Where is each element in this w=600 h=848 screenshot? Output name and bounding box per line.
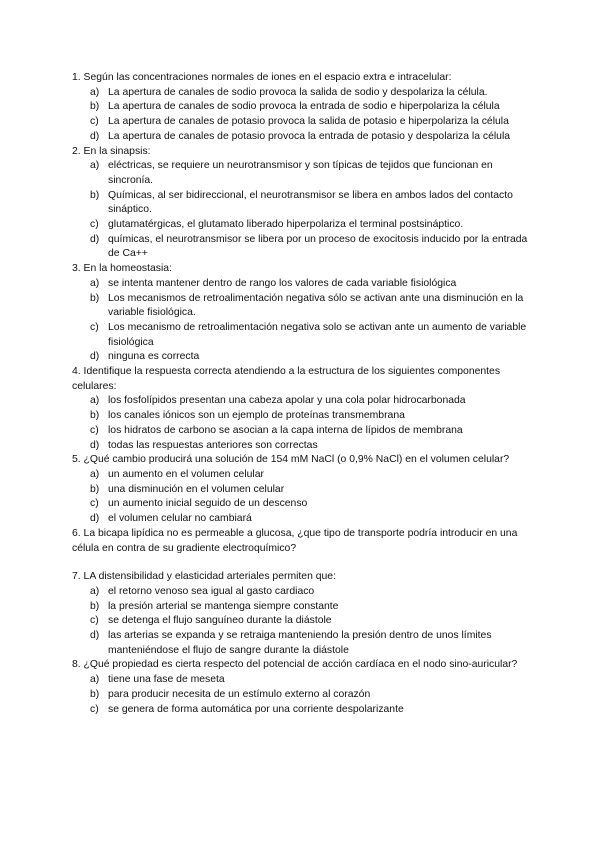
question-text: 2. En la sinapsis: xyxy=(72,145,151,157)
option-item xyxy=(72,394,532,409)
answer-space xyxy=(72,556,532,570)
option-item xyxy=(72,497,532,512)
option-text: los canales iónicos son un ejemplo de proteínas transmembrana xyxy=(108,410,405,422)
option-text: Los mecanismos de retroalimentación negativa sólo se activan ante una disminución en la variable fisiológica. xyxy=(108,292,524,319)
option-label: c) xyxy=(90,424,99,436)
option-text: La apertura de canales de potasio provoca la entrada de potasio y despolariza la célula xyxy=(108,130,511,142)
option-text: una disminución en el volumen celular xyxy=(108,483,285,495)
option-label: d) xyxy=(90,630,100,642)
option-item xyxy=(72,130,532,145)
question-5 xyxy=(72,453,532,527)
question-4 xyxy=(72,365,532,453)
question-text: 6. La bicapa lipídica no es permeable a glucosa, ¿que tipo de transporte podría introducir en una célula en contra de su gradiente electroquímico? xyxy=(72,527,518,554)
option-item xyxy=(72,115,532,130)
option-label: d) xyxy=(90,130,100,142)
option-item xyxy=(72,233,532,262)
option-label: a) xyxy=(90,395,100,407)
question-text: 8. ¿Qué propiedad es cierta respecto del potencial de acción cardíaca en el nodo sino-auricular? xyxy=(72,659,518,671)
option-label: d) xyxy=(90,439,100,451)
question-text: 4. Identifique la respuesta correcta atendiendo a la estructura de los siguientes componentes celulares: xyxy=(72,366,501,392)
question-6 xyxy=(72,527,532,570)
option-item xyxy=(72,159,532,188)
option-text: Los mecanismo de retroalimentación negativa solo se activan ante un aumento de variable fisiológica xyxy=(108,321,527,348)
option-item xyxy=(72,424,532,439)
option-text: se genera de forma automática por una corriente despolarizante xyxy=(108,703,404,715)
option-label: d) xyxy=(90,233,100,245)
question-2 xyxy=(72,145,532,263)
option-item xyxy=(72,277,532,292)
option-text: las arterias se expanda y se retraiga manteniendo la presión dentro de unos límites manteniéndose el flujo de sangre durante la diástole xyxy=(108,630,492,656)
option-item xyxy=(72,86,532,101)
option-item xyxy=(72,292,532,321)
option-item xyxy=(72,409,532,424)
option-label: a) xyxy=(90,468,100,480)
option-list xyxy=(72,86,532,145)
option-item xyxy=(72,218,532,233)
option-label: c) xyxy=(90,116,99,128)
option-label: a) xyxy=(90,86,100,98)
option-text: La apertura de canales de sodio provoca la entrada de sodio e hiperpolariza la célula xyxy=(108,101,500,113)
option-text: un aumento en el volumen celular xyxy=(108,468,264,480)
option-item xyxy=(72,321,532,350)
option-label: b) xyxy=(90,292,100,304)
question-text: 3. En la homeostasia: xyxy=(72,263,172,275)
option-label: b) xyxy=(90,410,100,422)
option-label: b) xyxy=(90,189,100,201)
option-text: Químicas, al ser bidireccional, el neurotransmisor se libera en ambos lados del contacto sináptico. xyxy=(108,189,513,216)
option-label: a) xyxy=(90,277,100,289)
question-text: 5. ¿Qué cambio producirá una solución de 154 mM NaCl (o 0,9% NaCl) en el volumen celular? xyxy=(72,454,510,466)
option-item xyxy=(72,703,532,718)
option-list xyxy=(72,159,532,262)
option-text: para producir necesita de un estímulo externo al corazón xyxy=(108,688,371,700)
option-text: La apertura de canales de sodio provoca la salida de sodio y despolariza la célula. xyxy=(108,86,488,98)
option-item xyxy=(72,585,532,600)
option-text: el retorno venoso sea igual al gasto cardiaco xyxy=(108,585,315,597)
question-1 xyxy=(72,71,532,145)
option-text: el volumen celular no cambiará xyxy=(108,513,252,525)
option-text: tiene una fase de meseta xyxy=(108,674,225,686)
option-label: a) xyxy=(90,160,100,172)
option-item xyxy=(72,100,532,115)
option-text: los hidratos de carbono se asocian a la capa interna de lípidos de membrana xyxy=(108,424,463,436)
option-item xyxy=(72,600,532,615)
option-item xyxy=(72,483,532,498)
option-text: los fosfolípidos presentan una cabeza apolar y una cola polar hidrocarbonada xyxy=(108,395,466,407)
option-label: a) xyxy=(90,585,100,597)
option-label: c) xyxy=(90,615,99,627)
question-7 xyxy=(72,570,532,658)
option-label: b) xyxy=(90,600,100,612)
option-text: se intenta mantener dentro de rango los valores de cada variable fisiológica xyxy=(108,277,457,289)
option-label: b) xyxy=(90,101,100,113)
option-label: d) xyxy=(90,351,100,363)
option-item xyxy=(72,614,532,629)
option-text: eléctricas, se requiere un neurotransmisor y son típicas de tejidos que funcionan en sincronía. xyxy=(108,160,493,186)
option-label: c) xyxy=(90,498,99,510)
option-list xyxy=(72,394,532,453)
option-item xyxy=(72,350,532,365)
option-label: a) xyxy=(90,674,100,686)
option-label: d) xyxy=(90,513,100,525)
option-item xyxy=(72,688,532,703)
option-list xyxy=(72,277,532,365)
option-label: c) xyxy=(90,219,99,231)
option-item xyxy=(72,439,532,454)
option-text: la presión arterial se mantenga siempre constante xyxy=(108,600,339,612)
question-text: 1. Según las concentraciones normales de iones en el espacio extra e intracelular: xyxy=(72,72,452,83)
option-list xyxy=(72,468,532,527)
question-text: 7. LA distensibilidad y elasticidad arteriales permiten que: xyxy=(72,571,336,583)
option-label: b) xyxy=(90,688,100,700)
option-text: todas las respuestas anteriores son correctas xyxy=(108,439,318,451)
option-label: c) xyxy=(90,703,99,715)
option-item xyxy=(72,512,532,527)
option-item xyxy=(72,673,532,688)
option-label: b) xyxy=(90,483,100,495)
option-label: c) xyxy=(90,321,99,333)
option-list xyxy=(72,585,532,659)
option-text: se detenga el flujo sanguíneo durante la diástole xyxy=(108,615,332,627)
option-list xyxy=(72,673,532,717)
option-text: La apertura de canales de potasio provoca la salida de potasio e hiperpolariza la célula xyxy=(108,116,509,128)
option-item xyxy=(72,189,532,218)
question-3 xyxy=(72,262,532,365)
option-text: un aumento inicial seguido de un descenso xyxy=(108,498,308,510)
option-text: glutamatérgicas, el glutamato liberado hiperpolariza el terminal postsináptico. xyxy=(108,219,464,231)
option-item xyxy=(72,629,532,658)
option-text: químicas, el neurotransmisor se libera por un proceso de exocitosis inducido por la entrada de Ca++ xyxy=(108,233,528,260)
question-list xyxy=(72,71,532,717)
option-item xyxy=(72,468,532,483)
option-text: ninguna es correcta xyxy=(108,351,200,363)
question-8 xyxy=(72,658,532,717)
